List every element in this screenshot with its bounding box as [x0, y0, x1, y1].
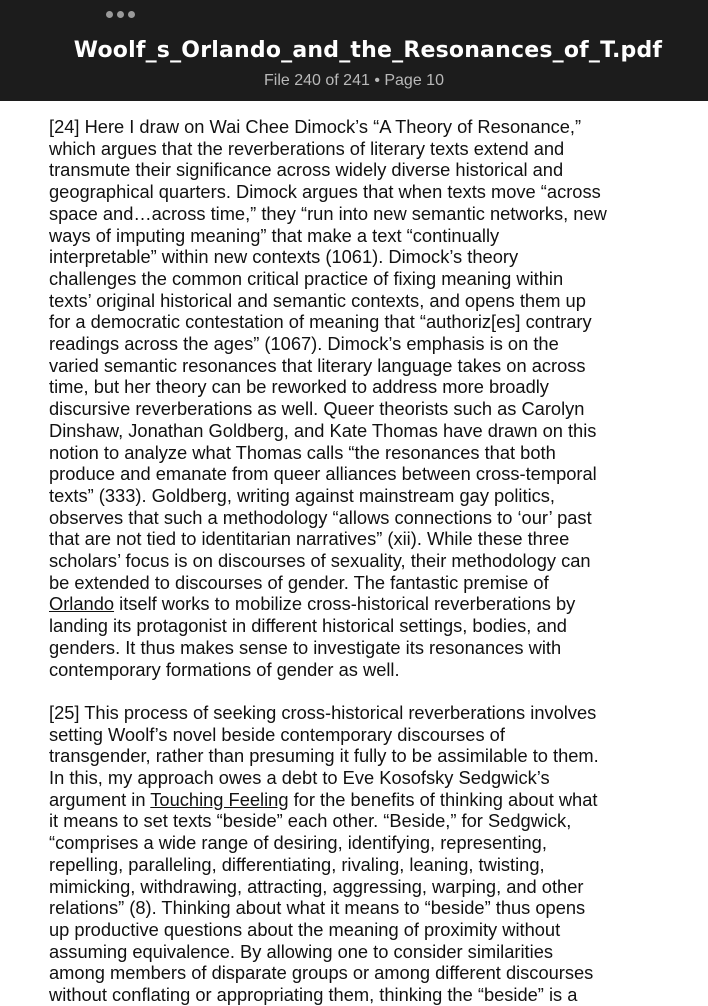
text-line: “comprises a wide range of desiring, identifying, representing,	[49, 832, 547, 854]
text-line: observes that such a methodology “allows connections to ‘our’ past	[49, 506, 592, 528]
text-line: space and…across time,” they “run into new semantic networks, new	[49, 202, 607, 224]
text-line	[49, 593, 689, 615]
text-line: assuming equivalence. By allowing one to consider similarities	[49, 940, 554, 962]
text-line: In this, my approach owes a debt to Eve Kosofsky Sedgwick’s	[49, 767, 550, 789]
viewer-header	[0, 0, 708, 101]
document-title: Woolf_s_Orlando_and_the_Resonances_of_T.pdf	[73, 38, 663, 63]
text-line: genders. It thus makes sense to investigate its resonances with	[49, 636, 562, 658]
document-page	[49, 116, 689, 1006]
file-page-info: File 240 of 241 • Page 10	[264, 72, 444, 89]
text-line: relations” (8). Thinking about what it means to “beside” thus opens	[49, 897, 586, 919]
text-fragment: for the benefits of thinking about what	[288, 788, 598, 810]
text-line: scholars’ focus is on discourses of sexuality, their methodology can	[49, 550, 591, 572]
paragraph-25	[49, 702, 689, 1006]
text-line: up productive questions about the meaning of proximity without	[49, 919, 561, 940]
text-line: without conflating or appropriating them, thinking the “beside” is a	[49, 984, 578, 1006]
text-line: readings across the ages” (1067). Dimock’s emphasis is on the	[49, 333, 559, 355]
book-title-touching-feeling: Touching Feeling	[150, 788, 289, 810]
dot	[117, 11, 124, 18]
text-line: challenges the common critical practice of fixing meaning within	[49, 267, 564, 289]
text-fragment: argument in	[49, 788, 151, 810]
dot	[128, 11, 135, 18]
text-line: transmute their significance across widely diverse historical and	[49, 159, 564, 181]
text-line: Dinshaw, Jonathan Goldberg, and Kate Thomas have drawn on this	[49, 419, 597, 441]
text-line: mimicking, withdrawing, attracting, aggressing, warping, and other	[49, 875, 584, 897]
dot	[106, 11, 113, 18]
text-line: contemporary formations of gender as well.	[49, 658, 400, 680]
text-line: time, but her theory can be reworked to address more broadly	[49, 376, 549, 398]
text-line: setting Woolf’s novel beside contemporary discourses of	[49, 723, 505, 745]
text-line: ways of imputing meaning” that make a text “continually	[49, 224, 500, 246]
text-line: interpretable” within new contexts (1061). Dimock’s theory	[49, 246, 519, 268]
text-line: texts’ original historical and semantic contexts, and opens them up	[49, 289, 586, 311]
text-line: that are not tied to identitarian narratives” (xii). While these three	[49, 528, 570, 550]
text-line: landing its protagonist in different historical settings, bodies, and	[49, 615, 567, 637]
text-line: geographical quarters. Dimock argues that when texts move “across	[49, 181, 601, 203]
text-line: transgender, rather than presuming it fully to be assimilable to them.	[49, 745, 599, 767]
text-line: among members of disparate groups or among different discourses	[49, 962, 594, 984]
text-line: discursive reverberations as well. Queer theorists such as Carolyn	[49, 398, 585, 420]
text-line: produce and emanate from queer alliances between cross-temporal	[49, 463, 597, 485]
text-line	[49, 789, 689, 811]
text-line: texts” (333). Goldberg, writing against mainstream gay politics,	[49, 484, 555, 506]
text-line: [24] Here I draw on Wai Chee Dimock’s “A Theory of Resonance,”	[49, 116, 582, 137]
text-line: be extended to discourses of gender. The fantastic premise of	[49, 571, 549, 593]
text-line: for a democratic contestation of meaning that “authoriz[es] contrary	[49, 311, 592, 333]
text-fragment: itself works to mobilize cross-historical reverberations by	[114, 593, 576, 615]
paragraph-24	[49, 116, 689, 680]
book-title-orlando: Orlando	[49, 593, 115, 615]
text-line: which argues that the reverberations of literary texts extend and	[49, 137, 565, 159]
text-line: notion to analyze what Thomas calls “the resonances that both	[49, 441, 556, 463]
text-line: varied semantic resonances that literary language takes on across	[49, 354, 586, 376]
more-dots-icon[interactable]	[106, 11, 135, 18]
text-line: it means to set texts “beside” each other. “Beside,” for Sedgwick,	[49, 810, 572, 832]
text-line: repelling, paralleling, differentiating, rivaling, leaning, twisting,	[49, 853, 545, 875]
text-line: [25] This process of seeking cross-historical reverberations involves	[49, 701, 597, 723]
